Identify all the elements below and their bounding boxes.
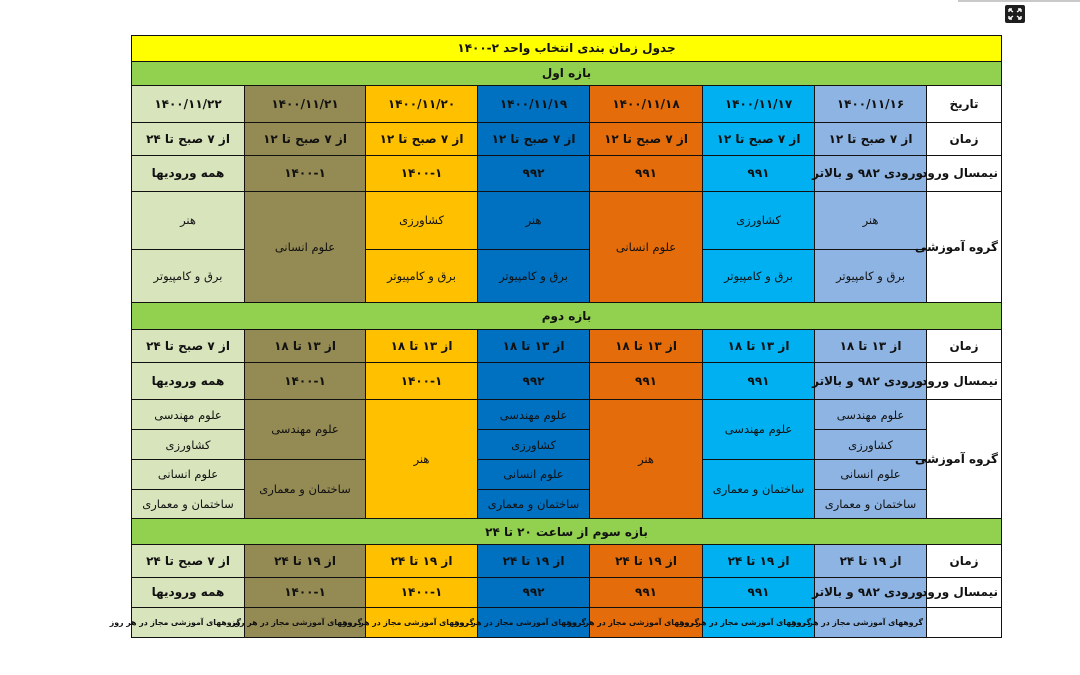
period-1-title: بازه اول (132, 61, 1002, 86)
time-cell: از ۷ صبح تا ۱۲ (245, 122, 366, 155)
time-cell: از ۷ صبح تا ۱۲ (703, 122, 815, 155)
time-cell: از ۷ صبح تا ۱۲ (366, 122, 478, 155)
group-cell: کشاورزی (132, 430, 245, 460)
semester-cell: ۹۹۱ (703, 363, 815, 400)
time-cell: از ۱۹ تا ۲۴ (478, 544, 590, 577)
group-cell: علوم مهندسی (478, 399, 590, 430)
semester-cell: ورودی ۹۸۲ و بالاتر (815, 363, 927, 400)
time-cell: از ۱۹ تا ۲۴ (703, 544, 815, 577)
date-cell: ۱۴۰۰/۱۱/۲۰ (366, 86, 478, 123)
semester-cell: ۹۹۲ (478, 363, 590, 400)
group-cell: برق و کامپیوتر (366, 249, 478, 302)
time-label: زمان (927, 544, 1002, 577)
group-cell: علوم انسانی (132, 460, 245, 490)
group-cell: کشاورزی (703, 192, 815, 249)
group-cell: علوم انسانی (245, 192, 366, 302)
semester-cell: ۱۴۰۰-۱ (245, 577, 366, 608)
group-cell: ساختمان و معماری (815, 489, 927, 519)
empty-label (927, 608, 1002, 638)
time-cell: از ۱۳ تا ۱۸ (478, 330, 590, 363)
semester-label: نیمسال ورود (927, 363, 1002, 400)
period-2-title: بازه دوم (132, 302, 1002, 330)
schedule-table (109, 35, 1002, 638)
group-label: گروه آموزشی (927, 192, 1002, 302)
group-cell: ساختمان و معماری (703, 460, 815, 519)
date-cell: ۱۴۰۰/۱۱/۲۱ (245, 86, 366, 123)
time-cell: از ۱۳ تا ۱۸ (703, 330, 815, 363)
group-cell: هنر (478, 192, 590, 249)
semester-cell: ۹۹۱ (703, 577, 815, 608)
semester-cell: ۱۴۰۰-۱ (245, 155, 366, 192)
semester-cell: ۱۴۰۰-۱ (245, 363, 366, 400)
note-cell: گروههای آموزشی مجاز در هر روز (815, 608, 927, 638)
period-3-title: بازه سوم از ساعت ۲۰ تا ۲۴ (132, 519, 1002, 545)
time-cell: از ۱۹ تا ۲۴ (245, 544, 366, 577)
semester-cell: همه ورودیها (132, 155, 245, 192)
group-cell: برق و کامپیوتر (132, 249, 245, 302)
date-cell: ۱۴۰۰/۱۱/۱۹ (478, 86, 590, 123)
group-cell: علوم مهندسی (245, 399, 366, 459)
group-cell: برق و کامپیوتر (703, 249, 815, 302)
group-cell: علوم مهندسی (703, 399, 815, 459)
group-cell: هنر (132, 192, 245, 249)
semester-cell: ۹۹۱ (703, 155, 815, 192)
date-cell: ۱۴۰۰/۱۱/۲۲ (132, 86, 245, 123)
semester-cell: ۹۹۱ (590, 155, 703, 192)
semester-cell: ۱۴۰۰-۱ (366, 577, 478, 608)
group-cell: علوم مهندسی (132, 399, 245, 430)
semester-cell: ۹۹۱ (590, 577, 703, 608)
time-label: زمان (927, 122, 1002, 155)
group-cell: هنر (815, 192, 927, 249)
group-cell: علوم انسانی (590, 192, 703, 302)
time-cell: از ۱۳ تا ۱۸ (245, 330, 366, 363)
time-label: زمان (927, 330, 1002, 363)
group-label: گروه آموزشی (927, 399, 1002, 519)
note-cell: گروههای آموزشی مجاز در هر روز (590, 608, 703, 638)
semester-cell: ورودی ۹۸۲ و بالاتر (815, 155, 927, 192)
time-cell: از ۷ صبح تا ۱۲ (590, 122, 703, 155)
time-cell: از ۷ صبح تا ۲۴ (132, 544, 245, 577)
group-cell: ساختمان و معماری (478, 489, 590, 519)
note-cell: گروههای آموزشی مجاز در هر روز (366, 608, 478, 638)
group-cell: برق و کامپیوتر (815, 249, 927, 302)
semester-cell: همه ورودیها (132, 577, 245, 608)
expand-button[interactable] (1005, 5, 1025, 23)
time-cell: از ۱۹ تا ۲۴ (815, 544, 927, 577)
date-cell: ۱۴۰۰/۱۱/۱۸ (590, 86, 703, 123)
group-cell: هنر (590, 399, 703, 519)
date-cell: ۱۴۰۰/۱۱/۱۷ (703, 86, 815, 123)
note-cell: گروههای آموزشی مجاز در هر روز (478, 608, 590, 638)
note-cell: گروههای آموزشی مجاز در هر روز (132, 608, 245, 638)
group-cell: ساختمان و معماری (132, 489, 245, 519)
group-cell: ساختمان و معماری (245, 460, 366, 519)
group-cell: علوم انسانی (815, 460, 927, 490)
time-cell: از ۷ صبح تا ۲۴ (132, 122, 245, 155)
time-cell: از ۱۳ تا ۱۸ (366, 330, 478, 363)
time-cell: از ۱۹ تا ۲۴ (590, 544, 703, 577)
semester-cell: ۱۴۰۰-۱ (366, 363, 478, 400)
time-cell: از ۷ صبح تا ۲۴ (132, 330, 245, 363)
time-cell: از ۷ صبح تا ۱۲ (815, 122, 927, 155)
time-cell: از ۱۹ تا ۲۴ (366, 544, 478, 577)
semester-cell: ورودی ۹۸۲ و بالاتر (815, 577, 927, 608)
table-title: جدول زمان بندی انتخاب واحد ۲-۱۴۰۰ (132, 36, 1002, 62)
note-cell: گروههای آموزشی مجاز در هر روز (245, 608, 366, 638)
semester-cell: همه ورودیها (132, 363, 245, 400)
semester-cell: ۹۹۲ (478, 577, 590, 608)
semester-cell: ۹۹۱ (590, 363, 703, 400)
semester-label: نیمسال ورود (927, 577, 1002, 608)
group-cell: کشاورزی (478, 430, 590, 460)
semester-cell: ۱۴۰۰-۱ (366, 155, 478, 192)
time-cell: از ۱۳ تا ۱۸ (815, 330, 927, 363)
semester-label: نیمسال ورود (927, 155, 1002, 192)
date-label: تاریخ (927, 86, 1002, 123)
group-cell: کشاورزی (366, 192, 478, 249)
expand-icon (1008, 8, 1022, 20)
group-cell: کشاورزی (815, 430, 927, 460)
top-scroll-indicator (958, 0, 1080, 2)
group-cell: هنر (366, 399, 478, 519)
group-cell: علوم انسانی (478, 460, 590, 490)
note-cell: گروههای آموزشی مجاز در هر روز (703, 608, 815, 638)
time-cell: از ۷ صبح تا ۱۲ (478, 122, 590, 155)
group-cell: برق و کامپیوتر (478, 249, 590, 302)
time-cell: از ۱۳ تا ۱۸ (590, 330, 703, 363)
semester-cell: ۹۹۲ (478, 155, 590, 192)
group-cell: علوم مهندسی (815, 399, 927, 430)
date-cell: ۱۴۰۰/۱۱/۱۶ (815, 86, 927, 123)
